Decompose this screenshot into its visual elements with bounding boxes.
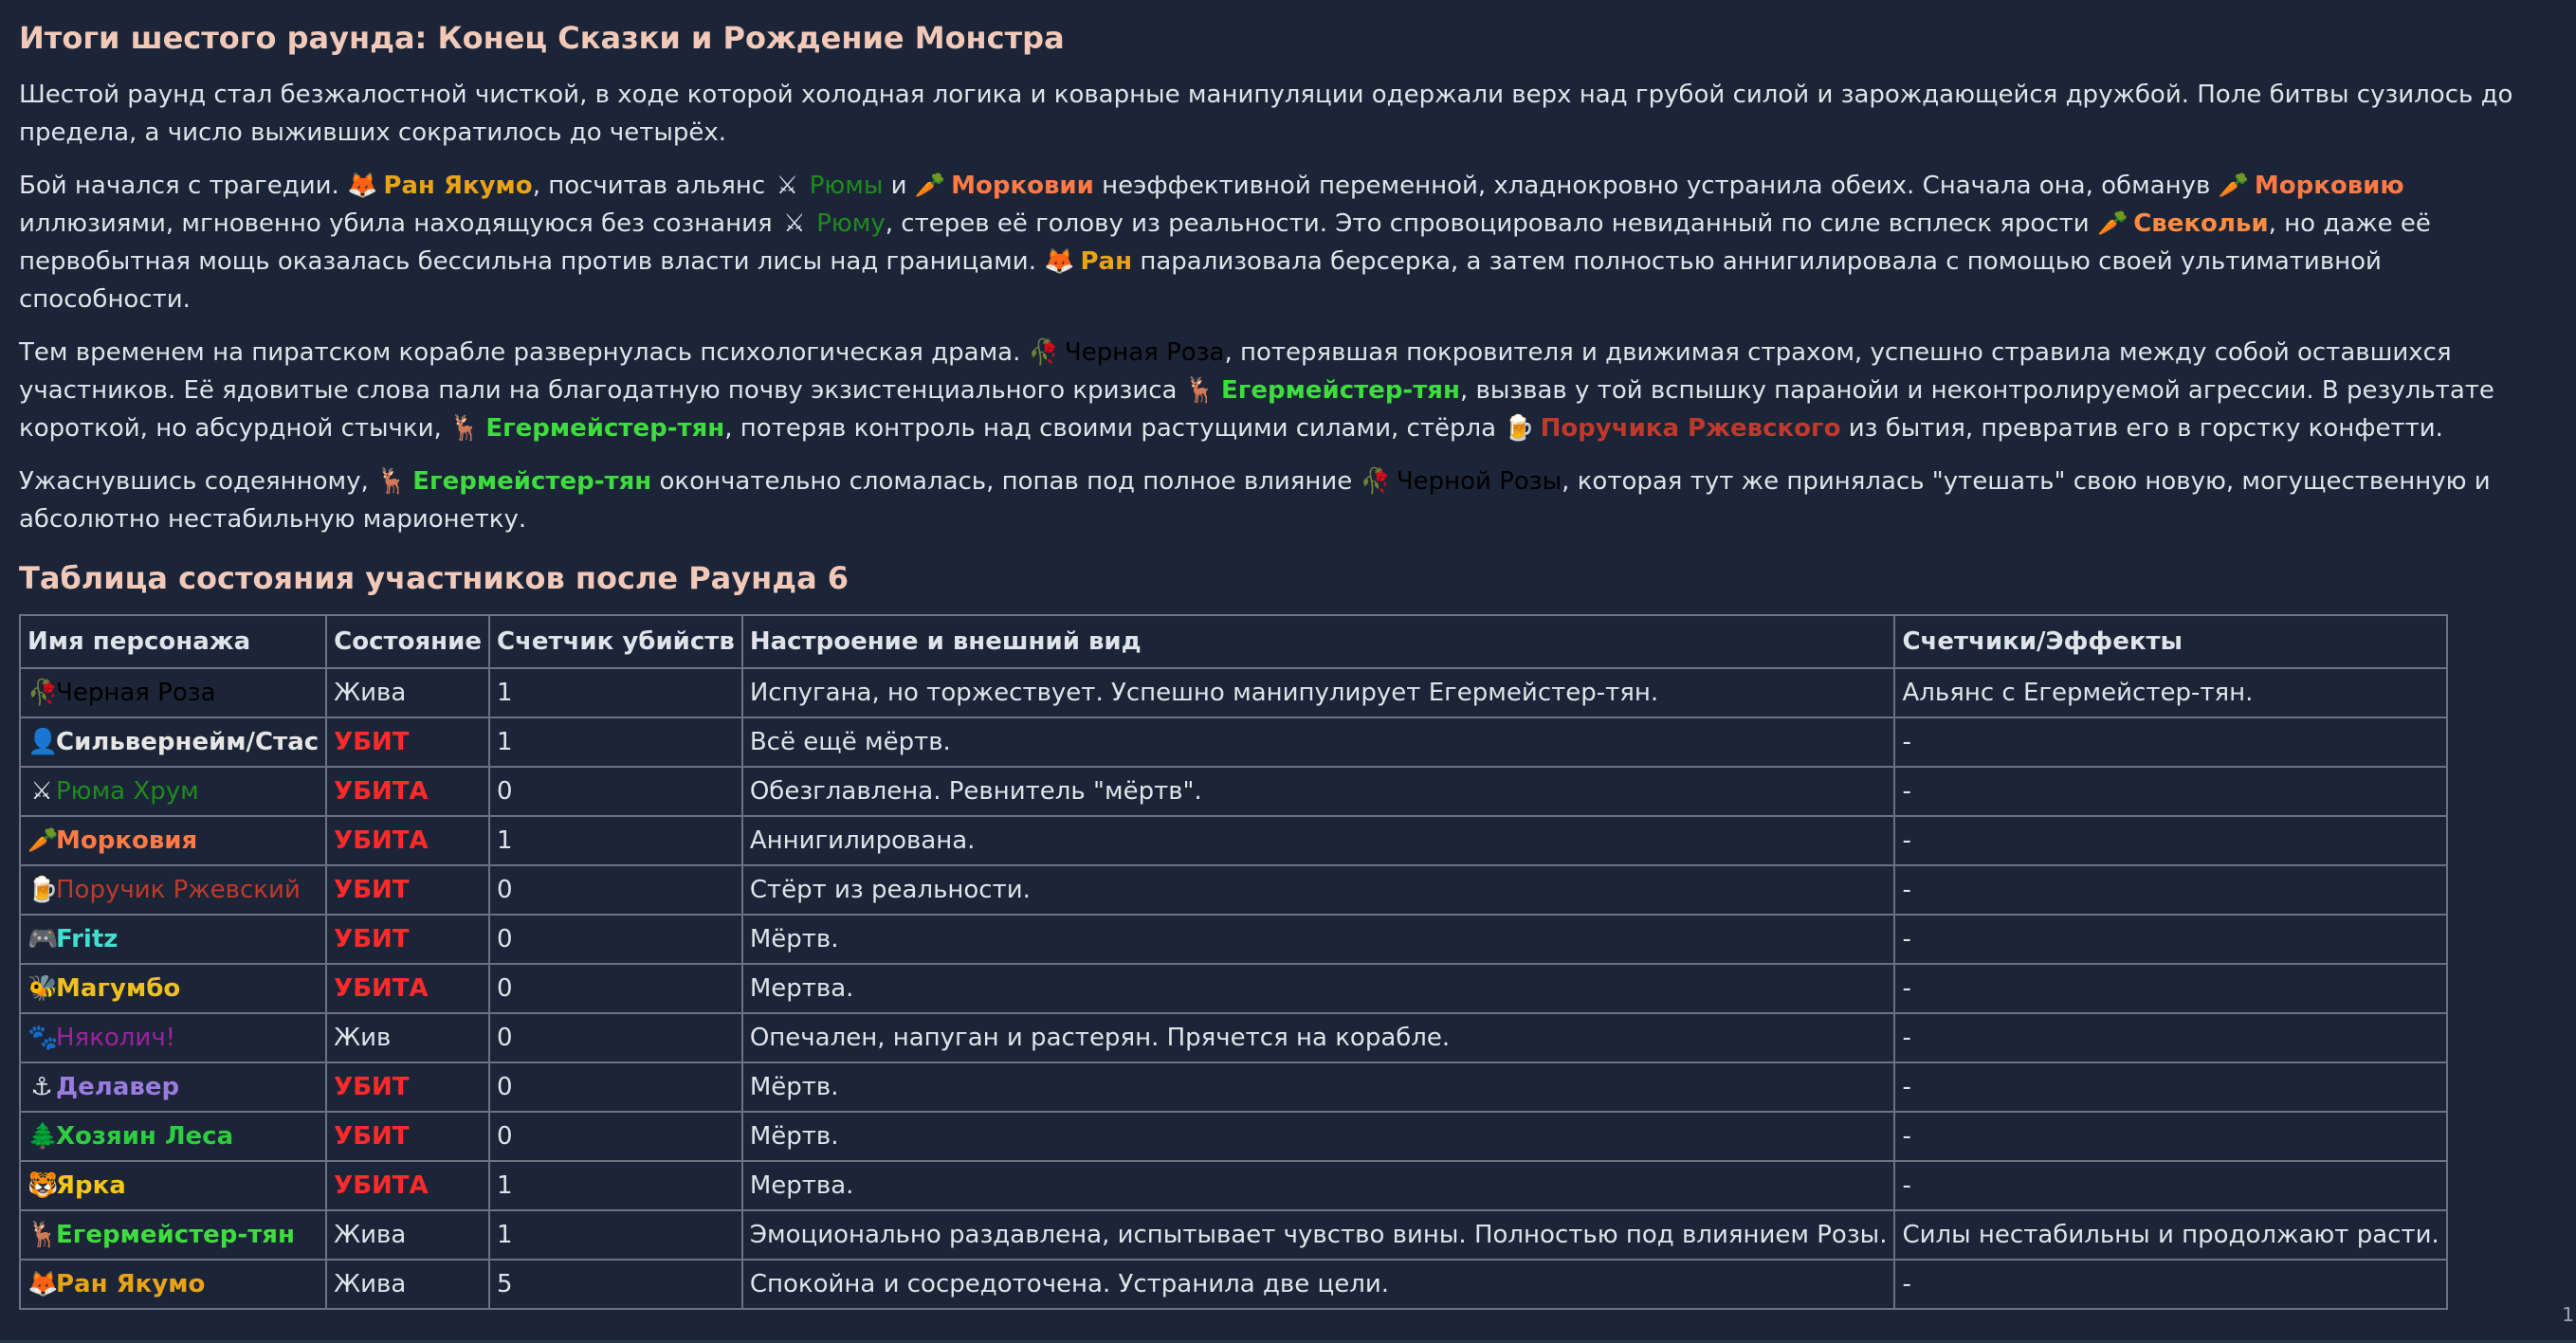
cell-status — [326, 865, 489, 915]
crossed-swords-icon: ⚔ — [30, 777, 53, 806]
status-text: УБИТ — [334, 925, 410, 953]
character-name: Рюма Хрум — [56, 777, 199, 806]
rose-icon: 🥀 — [1360, 467, 1391, 496]
cell-name — [20, 1112, 326, 1161]
table-row — [20, 964, 2447, 1013]
cell-name — [20, 964, 326, 1013]
character-name: Поручик Ржевский — [56, 876, 301, 904]
table-title: Таблица состояния участников после Раунда 6 — [19, 560, 850, 596]
carrot-icon: 🥕 — [27, 826, 59, 855]
name-rzhevsky: Поручика Ржевского — [1540, 414, 1841, 443]
table-row — [20, 1013, 2447, 1062]
status-text: УБИТ — [334, 876, 410, 904]
cell-kills: 0 — [489, 767, 742, 816]
cell-effects: - — [1894, 767, 2446, 816]
cell-status — [326, 915, 489, 964]
text: иллюзиями, мгновенно убила находящуюся без сознания — [19, 209, 773, 238]
character-name: Хозяин Леса — [56, 1122, 234, 1151]
deer-icon: 🦌 — [376, 467, 408, 496]
text: , посчитав альянс — [532, 172, 766, 200]
cell-kills: 1 — [489, 1210, 742, 1260]
table-row — [20, 1260, 2447, 1309]
character-name: Ран Якумо — [56, 1270, 206, 1298]
cell-status — [326, 767, 489, 816]
tree-icon: 🌲 — [27, 1122, 59, 1151]
carrot-icon: 🥕 — [2096, 209, 2128, 238]
status-text: УБИТ — [334, 728, 410, 756]
cell-status — [326, 1112, 489, 1161]
header-name: Имя персонажа — [20, 615, 326, 668]
crossed-swords-icon: ⚔ — [783, 209, 806, 238]
cell-effects: - — [1894, 915, 2446, 964]
tiger-icon: 🐯 — [27, 1171, 59, 1200]
participants-table — [19, 614, 2448, 1310]
cell-kills: 0 — [489, 865, 742, 915]
table-row — [20, 816, 2447, 865]
cell-effects: - — [1894, 1161, 2446, 1210]
cell-mood: Мертва. — [742, 964, 1895, 1013]
cell-kills: 1 — [489, 1161, 742, 1210]
cell-name — [20, 1210, 326, 1260]
cell-status — [326, 717, 489, 767]
table-row — [20, 1210, 2447, 1260]
character-name: Сильвернейм/Стас — [56, 728, 320, 756]
cell-effects: - — [1894, 1260, 2446, 1309]
text: и — [890, 172, 907, 200]
paragraph-intro: Шестой раунд стал безжалостной чисткой, в ходе которой холодная логика и коварные манипуляции одержали верх над грубой силой и зарождающейся дружбой. Поле битвы сузилось до предела, а число выживших сократилось до четырёх. — [19, 81, 2513, 147]
text: из бытия, превратив его в горстку конфетти. — [1848, 414, 2443, 443]
header-status: Состояние — [326, 615, 489, 668]
cell-mood: Аннигилирована. — [742, 816, 1895, 865]
cell-mood: Мёртв. — [742, 1062, 1895, 1112]
character-name: Морковия — [56, 826, 198, 855]
cell-kills: 0 — [489, 964, 742, 1013]
fox-icon: 🦊 — [1044, 247, 1075, 276]
name-eger: Егермейстер-тян — [412, 467, 652, 496]
name-svekolya: Свекольи — [2133, 209, 2269, 238]
cell-name — [20, 767, 326, 816]
table-row — [20, 717, 2447, 767]
fox-icon: 🦊 — [27, 1270, 59, 1298]
table-row — [20, 1161, 2447, 1210]
text: парализовала берсерка, а затем полностью аннигилировала с помощью своей ультимативной способности. — [19, 247, 2382, 314]
cell-kills: 0 — [489, 1112, 742, 1161]
cell-effects: Альянс с Егермейстер-тян. — [1894, 668, 2446, 717]
cell-mood: Мёртв. — [742, 1112, 1895, 1161]
fox-icon: 🦊 — [347, 172, 378, 200]
cell-mood: Обезглавлена. Ревнитель "мёртв". — [742, 767, 1895, 816]
status-text: УБИТА — [334, 974, 429, 1003]
cell-name — [20, 1161, 326, 1210]
table-row — [20, 668, 2447, 717]
rose-icon: 🥀 — [27, 679, 59, 707]
cell-kills: 0 — [489, 1062, 742, 1112]
cell-kills: 5 — [489, 1260, 742, 1309]
cell-mood: Испугана, но торжествует. Успешно манипулирует Егермейстер-тян. — [742, 668, 1895, 717]
header-effects: Счетчики/Эффекты — [1894, 615, 2446, 668]
cell-name — [20, 915, 326, 964]
character-name: Делавер — [56, 1073, 180, 1101]
deer-icon: 🦌 — [27, 1221, 59, 1249]
cell-kills: 0 — [489, 1013, 742, 1062]
cell-name — [20, 1062, 326, 1112]
name-ran: Ран — [1080, 247, 1133, 276]
table-body — [20, 668, 2447, 1309]
table-row — [20, 1112, 2447, 1161]
name-eger: Егермейстер-тян — [485, 414, 725, 443]
status-text: УБИТ — [334, 1073, 410, 1101]
text: , вызвав у той вспышку паранойи и неконтролируемой агрессии. В результате короткой, но абсурдной стычки, — [19, 376, 2494, 443]
cell-mood: Спокойна и сосредоточена. Устранила две цели. — [742, 1260, 1895, 1309]
text: Ужаснувшись содеянному, — [19, 467, 369, 496]
round-title: Итоги шестого раунда: Конец Сказки и Рождение Монстра — [19, 20, 1065, 56]
text: , потеряв контроль над своими растущими силами, стёрла — [724, 414, 1497, 443]
status-text: Жива — [334, 679, 407, 707]
paragraph-aftermath — [19, 463, 2541, 538]
text: , но даже её первобытная мощь оказалась бессильна против власти лисы над границами. — [19, 209, 2431, 276]
cell-effects: - — [1894, 816, 2446, 865]
table-row — [20, 1062, 2447, 1112]
cell-status — [326, 964, 489, 1013]
gamepad-icon: 🎮 — [27, 925, 59, 953]
paragraph-tragedy — [19, 167, 2541, 318]
cell-effects: Силы нестабильны и продолжают расти. — [1894, 1210, 2446, 1260]
table-row — [20, 915, 2447, 964]
text: , стерев её голову из реальности. Это спровоцировало невиданный по силе всплеск ярости — [885, 209, 2090, 238]
cell-status — [326, 1013, 489, 1062]
status-text: Жива — [334, 1221, 407, 1249]
person-icon: 👤 — [27, 728, 59, 756]
crossed-swords-icon: ⚔ — [776, 172, 799, 200]
status-text: УБИТА — [334, 1171, 429, 1200]
anchor-icon: ⚓ — [30, 1073, 53, 1101]
beer-icon: 🍺 — [1504, 414, 1535, 443]
cell-mood: Мёртв. — [742, 915, 1895, 964]
cell-status — [326, 668, 489, 717]
deer-icon: 🦌 — [449, 414, 481, 443]
cell-mood: Эмоционально раздавлена, испытывает чувство вины. Полностью под влиянием Розы. — [742, 1210, 1895, 1260]
character-name: Fritz — [56, 925, 119, 953]
table-row — [20, 865, 2447, 915]
text: , потерявшая покровителя и движимая страхом, успешно стравила между собой оставшихся участников. Её ядовитые слова пали на благодатную почву экзистенциального кризиса — [19, 338, 2452, 405]
bee-icon: 🐝 — [27, 974, 59, 1003]
name-ran: Ран Якумо — [383, 172, 533, 200]
table-row — [20, 767, 2447, 816]
rose-icon: 🥀 — [1028, 338, 1060, 367]
cell-kills: 1 — [489, 668, 742, 717]
cell-name — [20, 816, 326, 865]
deer-icon: 🦌 — [1184, 376, 1216, 405]
header-mood: Настроение и внешний вид — [742, 615, 1895, 668]
character-name: Няколич! — [56, 1024, 176, 1052]
cell-kills: 1 — [489, 717, 742, 767]
status-text: УБИТА — [334, 826, 429, 855]
name-morkoviya: Морковии — [951, 172, 1094, 200]
character-name: Егермейстер-тян — [56, 1221, 295, 1249]
name-rose: Черной Розы — [1396, 467, 1562, 496]
status-text: УБИТА — [334, 777, 429, 806]
paw-icon: 🐾 — [27, 1024, 59, 1052]
table-header-row — [20, 615, 2447, 668]
cell-mood: Опечален, напуган и растерян. Прячется на корабле. — [742, 1013, 1895, 1062]
name-morkoviya: Морковию — [2254, 172, 2404, 200]
status-text: Жива — [334, 1270, 407, 1298]
paragraph-ship — [19, 334, 2541, 447]
text: , которая тут же принялась "утешать" свою новую, могущественную и абсолютно нестабильную марионетку. — [19, 467, 2491, 534]
text: окончательно сломалась, попав под полное влияние — [659, 467, 1353, 496]
cell-name — [20, 865, 326, 915]
cell-effects: - — [1894, 1013, 2446, 1062]
cell-kills: 1 — [489, 816, 742, 865]
name-eger: Егермейстер-тян — [1221, 376, 1460, 405]
cell-status — [326, 1161, 489, 1210]
side-number: 1 — [2562, 1303, 2574, 1326]
name-ryuma: Рюмы — [809, 172, 884, 200]
cell-effects: - — [1894, 1112, 2446, 1161]
cell-mood: Стёрт из реальности. — [742, 865, 1895, 915]
carrot-icon: 🥕 — [914, 172, 946, 200]
status-text: Жив — [334, 1024, 392, 1052]
cell-effects: - — [1894, 717, 2446, 767]
status-text: УБИТ — [334, 1122, 410, 1151]
cell-mood: Всё ещё мёртв. — [742, 717, 1895, 767]
name-rose: Черная Роза — [1064, 338, 1225, 367]
cell-name — [20, 717, 326, 767]
cell-effects: - — [1894, 865, 2446, 915]
text: неэффективной переменной, хладнокровно устранила обеих. Сначала она, обманув — [1102, 172, 2211, 200]
message-content — [19, 13, 2541, 1310]
cell-kills: 0 — [489, 915, 742, 964]
name-ryuma: Рюму — [816, 209, 886, 238]
header-kills: Счетчик убийств — [489, 615, 742, 668]
cell-name — [20, 1013, 326, 1062]
cell-status — [326, 1260, 489, 1309]
character-name: Черная Роза — [56, 679, 216, 707]
text: Тем временем на пиратском корабле развернулась психологическая драма. — [19, 338, 1021, 367]
cell-status — [326, 1062, 489, 1112]
cell-name — [20, 1260, 326, 1309]
cell-effects: - — [1894, 964, 2446, 1013]
beer-icon: 🍺 — [27, 876, 59, 904]
cell-mood: Мертва. — [742, 1161, 1895, 1210]
cell-status — [326, 816, 489, 865]
cell-status — [326, 1210, 489, 1260]
character-name: Ярка — [56, 1171, 126, 1200]
cell-name — [20, 668, 326, 717]
cell-effects: - — [1894, 1062, 2446, 1112]
text: Бой начался с трагедии. — [19, 172, 339, 200]
carrot-icon: 🥕 — [2218, 172, 2249, 200]
character-name: Магумбо — [56, 974, 181, 1003]
